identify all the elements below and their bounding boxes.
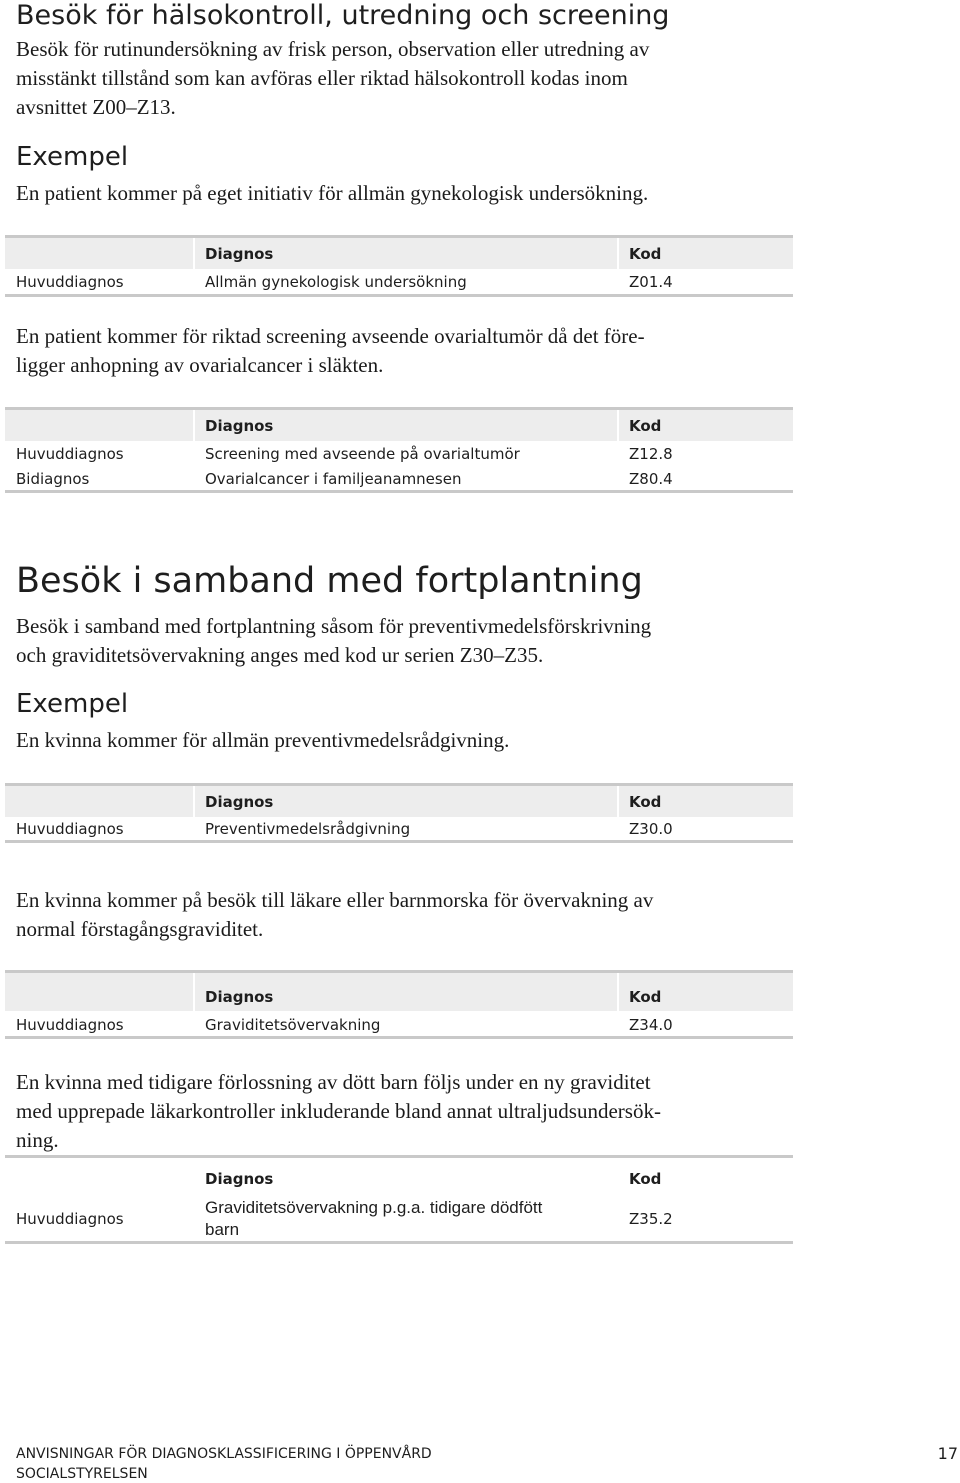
example-text: normal förstagångsgraviditet. <box>16 917 264 941</box>
table-top-rule <box>5 1155 793 1158</box>
table-bottom-rule <box>5 1241 793 1244</box>
example-text: ning. <box>16 1128 59 1152</box>
column-header-kod: Kod <box>629 1170 662 1188</box>
example-text: En patient kommer för riktad screening avseende ovarialtumör då det före- <box>16 324 645 348</box>
example-text: En kvinna kommer på besök till läkare eller barnmorska för övervakning av <box>16 888 654 912</box>
diagnosis-name: Graviditetsövervakning <box>205 1016 381 1034</box>
diagnosis-code: Z30.0 <box>629 820 673 838</box>
column-header-kod: Kod <box>629 245 662 263</box>
example-text: med upprepade läkarkontroller inkluderande bland annat ultraljudsundersök- <box>16 1099 661 1123</box>
diagnosis-name-line: barn <box>205 1220 240 1239</box>
diagnosis-type: Huvuddiagnos <box>16 445 124 463</box>
diagnosis-code: Z80.4 <box>629 470 673 488</box>
diagnosis-type: Huvuddiagnos <box>16 1016 124 1034</box>
column-header-diagnos: Diagnos <box>205 245 274 263</box>
intro-line: avsnittet Z00–Z13. <box>16 95 176 119</box>
diagnosis-code: Z34.0 <box>629 1016 673 1034</box>
table-bottom-rule <box>5 294 793 297</box>
diagnosis-code: Z35.2 <box>629 1210 673 1228</box>
intro-line: misstänkt tillstånd som kan avföras eller riktad hälsokontroll kodas inom <box>16 66 628 90</box>
diagnosis-code: Z12.8 <box>629 445 673 463</box>
section-heading: Besök för hälsokontroll, utredning och screening <box>16 0 670 31</box>
intro-line: och graviditetsövervakning anges med kod ur serien Z30–Z35. <box>16 643 544 667</box>
diagnosis-type: Huvuddiagnos <box>16 273 124 291</box>
page-number: 17 <box>937 1444 958 1463</box>
table-bottom-rule <box>5 490 793 493</box>
example-text: En patient kommer på eget initiativ för allmän gynekologisk undersökning. <box>16 181 649 205</box>
column-header-diagnos: Diagnos <box>205 417 274 435</box>
column-header-diagnos: Diagnos <box>205 988 274 1006</box>
column-header-kod: Kod <box>629 417 662 435</box>
intro-line: Besök för rutinundersökning av frisk person, observation eller utredning av <box>16 37 650 61</box>
diagnosis-code: Z01.4 <box>629 273 673 291</box>
diagnosis-name: Ovarialcancer i familjeanamnesen <box>205 470 462 488</box>
footer-title: ANVISNINGAR FÖR DIAGNOSKLASSIFICERING I ÖPPENVÅRD <box>16 1446 432 1462</box>
table-bottom-rule <box>5 840 793 843</box>
diagnosis-type: Huvuddiagnos <box>16 820 124 838</box>
diagnosis-name: Preventivmedelsrådgivning <box>205 820 411 838</box>
column-header-kod: Kod <box>629 988 662 1006</box>
example-heading: Exempel <box>16 142 129 172</box>
example-heading: Exempel <box>16 689 129 719</box>
column-header-kod: Kod <box>629 793 662 811</box>
section-heading: Besök i samband med fortplantning <box>16 561 643 601</box>
column-header-diagnos: Diagnos <box>205 793 274 811</box>
table-header-band <box>5 407 793 441</box>
table-bottom-rule <box>5 1036 793 1039</box>
diagnosis-name <box>205 1197 542 1241</box>
diagnosis-type: Bidiagnos <box>16 470 90 488</box>
diagnosis-name: Screening med avseende på ovarialtumör <box>205 445 520 463</box>
table-header-band <box>5 783 793 817</box>
column-header-diagnos: Diagnos <box>205 1170 274 1188</box>
footer-organization: SOCIALSTYRELSEN <box>16 1466 148 1482</box>
intro-line: Besök i samband med fortplantning såsom för preventivmedelsförskrivning <box>16 614 652 638</box>
example-text: En kvinna kommer för allmän preventivmedelsrådgivning. <box>16 728 510 752</box>
diagnosis-type: Huvuddiagnos <box>16 1210 124 1228</box>
example-text: ligger anhopning av ovarialcancer i släkten. <box>16 353 384 377</box>
diagnosis-name: Allmän gynekologisk undersökning <box>205 273 467 291</box>
table-header-band <box>5 970 793 1011</box>
diagnosis-name-line: Graviditetsövervakning p.g.a. tidigare dödfött <box>205 1198 543 1217</box>
table-header-band <box>5 235 793 269</box>
example-text: En kvinna med tidigare förlossning av dött barn följs under en ny graviditet <box>16 1070 651 1094</box>
